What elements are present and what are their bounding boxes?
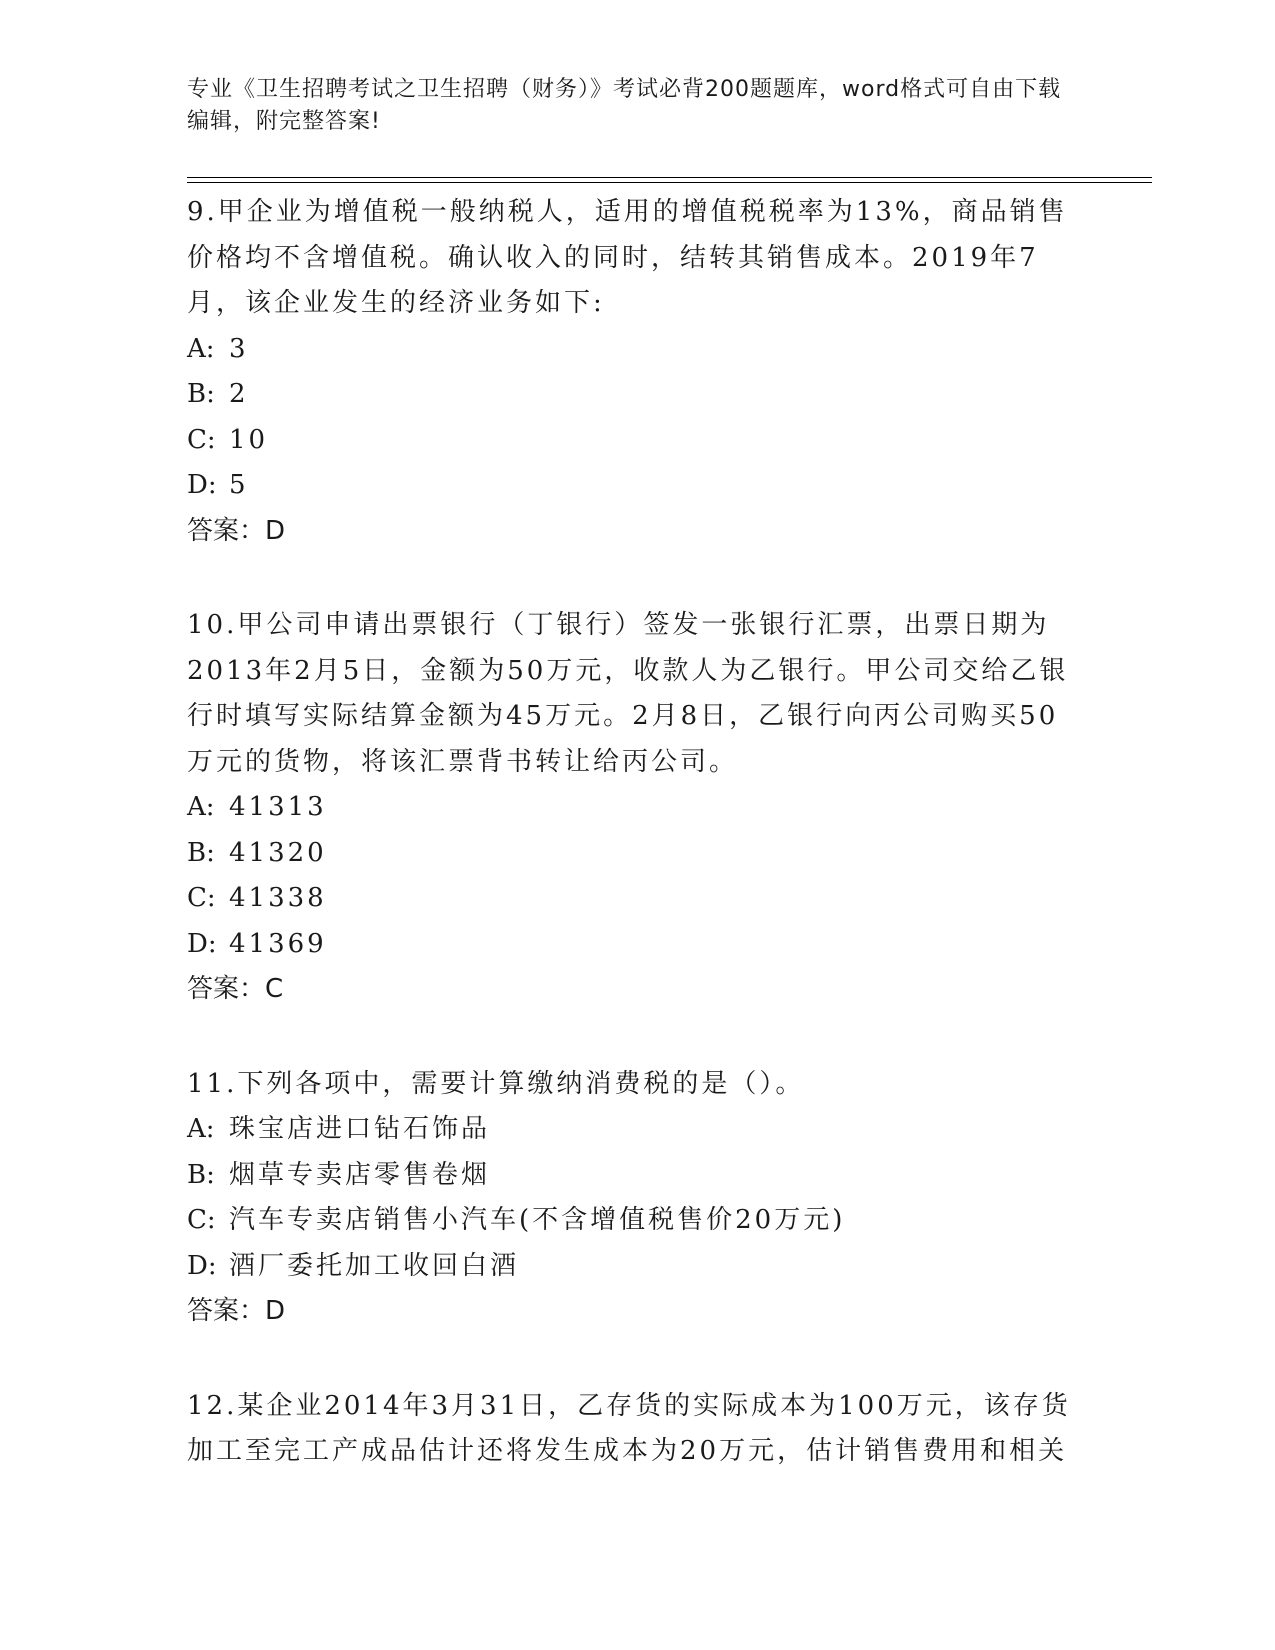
question-10: [187, 603, 1087, 1013]
option-text: 烟草专卖店零售卷烟: [229, 1159, 491, 1190]
option-letter: B:: [187, 837, 215, 868]
option-letter: A:: [187, 792, 215, 822]
option-text: 3: [229, 333, 249, 364]
option-d: [187, 922, 1087, 968]
option-letter: D:: [187, 928, 217, 959]
question-text: 9.甲企业为增值税一般纳税人，适用的增值税税率为13%，商品销售价格均不含增值税。确认收入的同时，结转其销售成本。2019年7月，该企业发生的经济业务如下:: [187, 197, 1068, 318]
option-a: [187, 1107, 1087, 1153]
option-text: 酒厂委托加工收回白酒: [229, 1250, 520, 1281]
option-c: [187, 418, 1087, 464]
option-text: 41313: [229, 792, 327, 822]
option-text: 41320: [229, 837, 327, 868]
option-letter: C:: [187, 424, 216, 455]
option-text: 珠宝店进口钻石饰品: [229, 1114, 491, 1144]
option-letter: B:: [187, 1159, 215, 1190]
option-text: 41338: [229, 883, 327, 913]
question-list: [187, 190, 1087, 1524]
option-text: 5: [229, 470, 249, 500]
answer-line: 答案：C: [187, 974, 284, 1004]
option-text: 10: [229, 424, 269, 455]
question-text: 11.下列各项中，需要计算缴纳消费税的是（）。: [187, 1068, 805, 1099]
option-b: [187, 831, 1087, 877]
option-c: [187, 1198, 1087, 1244]
option-text: 汽车专卖店销售小汽车(不含增值税售价20万元): [229, 1205, 846, 1235]
option-letter: A:: [187, 333, 215, 364]
option-a: [187, 785, 1087, 831]
answer-line: 答案：D: [187, 515, 286, 546]
option-a: [187, 327, 1087, 373]
question-11: [187, 1062, 1087, 1335]
option-letter: B:: [187, 379, 215, 409]
question-12: [187, 1384, 1087, 1475]
question-text: 12.某企业2014年3月31日，乙存货的实际成本为100万元，该存货加工至完工产成品估计还将发生成本为20万元，估计销售费用和相关: [187, 1390, 1071, 1466]
header-divider-top: [187, 177, 1152, 178]
option-text: 41369: [229, 928, 327, 959]
option-letter: C:: [187, 883, 216, 913]
question-9: [187, 190, 1087, 554]
option-letter: C:: [187, 1205, 216, 1235]
answer-line: 答案：D: [187, 1296, 286, 1326]
header-divider-bottom: [187, 182, 1152, 183]
option-letter: D:: [187, 1250, 217, 1281]
option-b: [187, 372, 1087, 418]
option-d: [187, 1244, 1087, 1290]
question-text: 10.甲公司申请出票银行（丁银行）签发一张银行汇票，出票日期为2013年2月5日，金额为50万元，收款人为乙银行。甲公司交给乙银行时填写实际结算金额为45万元。2月8日，乙银行向丙公司购买50万元的货物，将该汇票背书转让给丙公司。: [187, 610, 1069, 777]
option-text: 2: [229, 379, 249, 409]
option-b: [187, 1153, 1087, 1199]
option-letter: D:: [187, 470, 217, 500]
option-c: [187, 876, 1087, 922]
document-header: 专业《卫生招聘考试之卫生招聘（财务）》考试必背200题题库，word格式可自由下载编辑，附完整答案!: [187, 77, 1062, 134]
option-letter: A:: [187, 1114, 215, 1144]
option-d: [187, 463, 1087, 509]
